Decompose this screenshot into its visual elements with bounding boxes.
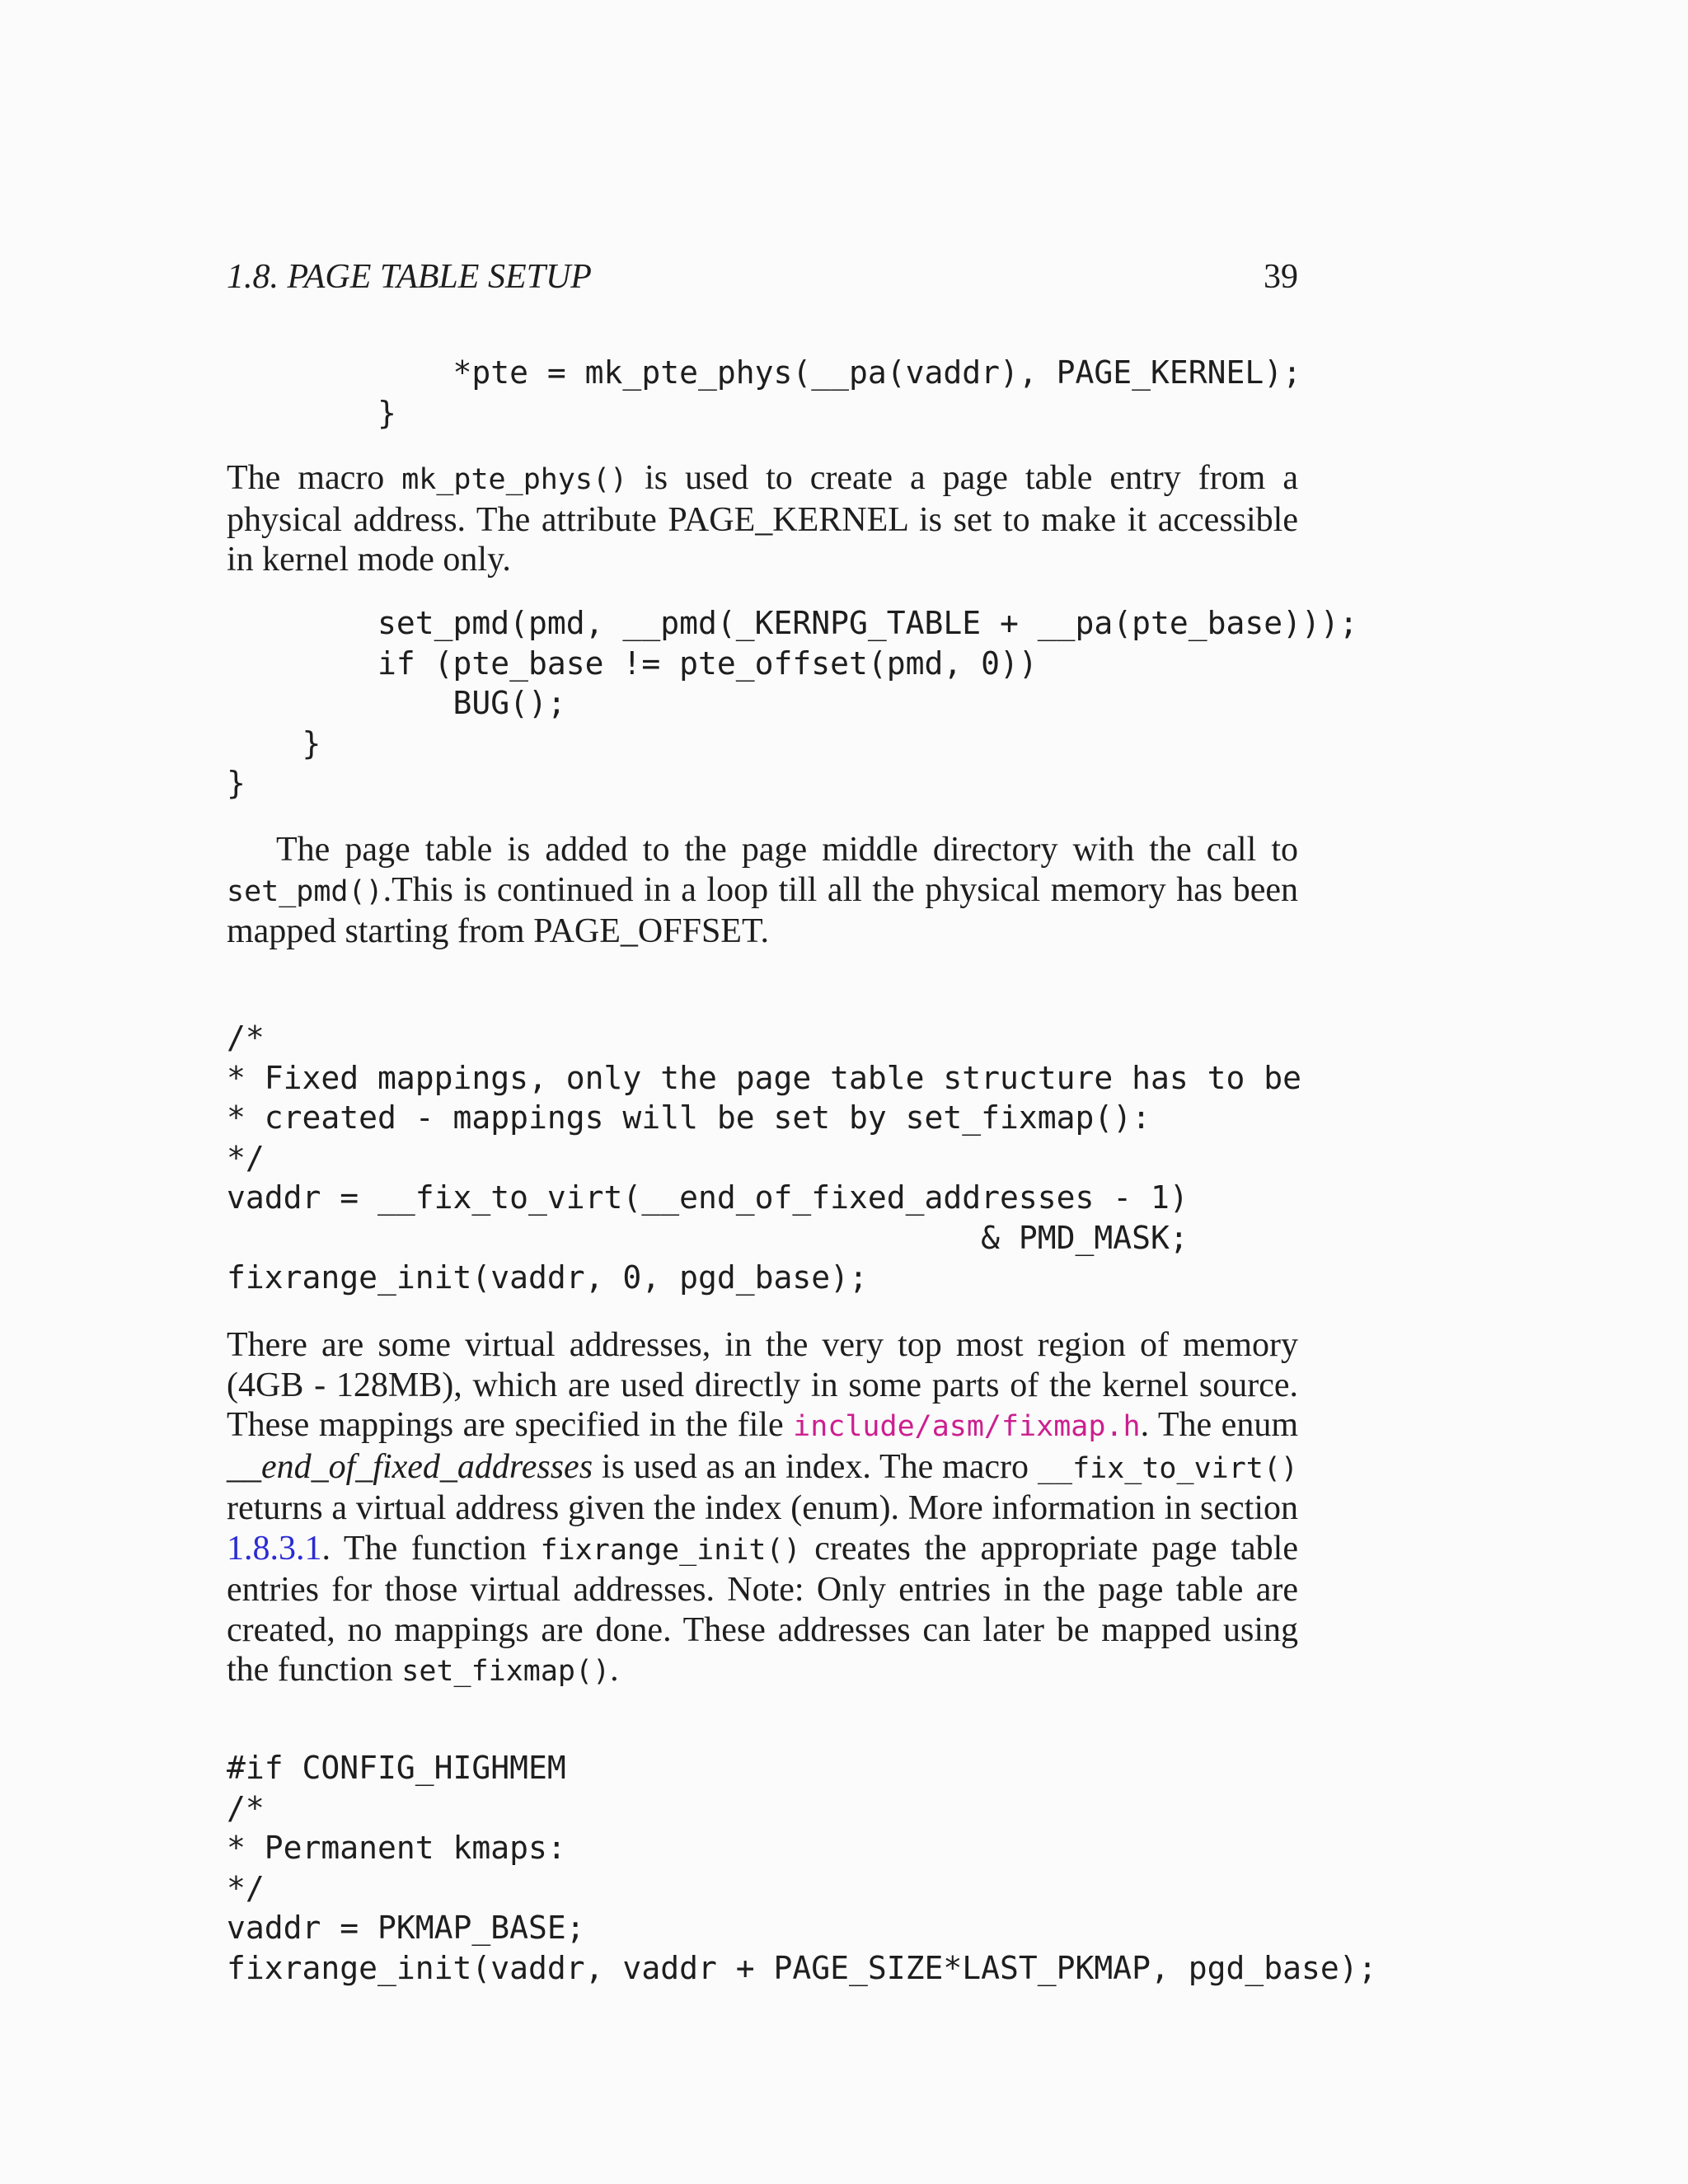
section-ref-link[interactable]: 1.8.3.1 — [227, 1529, 322, 1568]
page-header — [227, 257, 1298, 307]
code-block-highmem: #if CONFIG_HIGHMEM /* * Permanent kmaps: */ vaddr = PKMAP_BASE; fixrange_init(vaddr, vaddr + PAGE_SIZE*LAST_PKMAP, pgd_base); — [227, 1750, 1377, 1986]
inline-code-set-fixmap: set_fixmap() — [401, 1655, 611, 1688]
code-block-set-pmd: set_pmd(pmd, __pmd(_KERNPG_TABLE + __pa(pte_base))); if (pte_base != pte_offset(pmd, 0)) BUG(); } } — [227, 605, 1358, 801]
paragraph-fixmap: There are some virtual addresses, in the very top most region of memory (4GB - 128MB), which are used directly in some parts of the kernel source. These mappings are specified in the file include/asm/fixmap.h. The enum __end_of_fixed_addresses is used as an index. The macro __fix_to_virt() returns a virtual address given the index (enum). More information in section 1.8.3.1. The function fixrange_init() creates the appropriate page table entries for those virtual addresses. Note: Only entries in the page table are created, no mappings are done. These addresses can later be mapped using the function set_fixmap(). — [227, 1326, 1298, 1689]
inline-code-fixrange-init: fixrange_init() — [540, 1533, 801, 1567]
paragraph-set-pmd: The page table is added to the page middle directory with the call to set_pmd().This is continued in a loop till all the physical memory has been mapped starting from PAGE_OFFSET. — [227, 831, 1298, 950]
enum-end-of-fixed-addresses: __end_of_fixed_addresses — [227, 1447, 593, 1486]
running-head: 1.8. PAGE TABLE SETUP — [227, 258, 592, 296]
inline-code-fix-to-virt: __fix_to_virt() — [1037, 1451, 1298, 1485]
file-link-fixmap-h[interactable]: include/asm/fixmap.h — [793, 1410, 1141, 1443]
inline-code-mk-pte-phys: mk_pte_phys() — [401, 463, 628, 496]
code-block-fixed-mappings: /* * Fixed mappings, only the page table structure has to be * created - mappings will be set by set_fixmap(): */ vaddr = __fix_to_virt(__end_of_fixed_addresses - 1) & PMD_MASK; fixrange_init(vaddr, 0, pgd_base); — [227, 1019, 1302, 1296]
inline-code-set-pmd: set_pmd() — [227, 874, 383, 908]
code-block-pte: *pte = mk_pte_phys(__pa(vaddr), PAGE_KERNEL); } — [377, 354, 1302, 431]
paragraph-mk-pte-phys: The macro mk_pte_phys() is used to create a page table entry from a physical address. The attribute PAGE_KERNEL is set to make it accessible in kernel mode only. — [227, 459, 1298, 579]
page-number: 39 — [1264, 258, 1298, 296]
